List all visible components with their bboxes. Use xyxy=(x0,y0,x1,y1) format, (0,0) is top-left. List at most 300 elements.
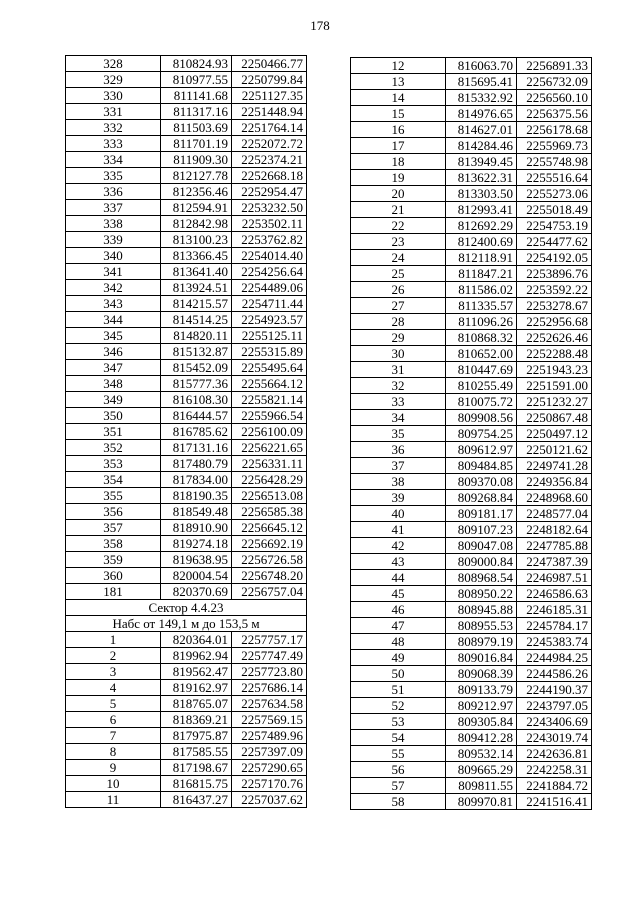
point-number: 39 xyxy=(351,490,446,506)
table-row xyxy=(351,186,592,202)
point-number: 339 xyxy=(66,232,161,248)
coordinate-x: 808979.19 xyxy=(446,634,517,650)
coordinate-x: 814215.57 xyxy=(161,296,232,312)
point-number: 24 xyxy=(351,250,446,266)
table-row xyxy=(66,152,307,168)
coordinate-y: 2254192.05 xyxy=(517,250,592,266)
point-number: 2 xyxy=(66,648,161,664)
point-number: 357 xyxy=(66,520,161,536)
point-number: 11 xyxy=(66,792,161,808)
coordinate-x: 818910.90 xyxy=(161,520,232,536)
table-row xyxy=(66,56,307,72)
coordinate-y: 2246586.63 xyxy=(517,586,592,602)
coordinate-y: 2244190.37 xyxy=(517,682,592,698)
coordinate-y: 2251591.00 xyxy=(517,378,592,394)
coordinate-y: 2257686.14 xyxy=(232,680,307,696)
coordinate-x: 817198.67 xyxy=(161,760,232,776)
coordinate-y: 2256513.08 xyxy=(232,488,307,504)
coordinate-x: 809181.17 xyxy=(446,506,517,522)
coordinate-x: 812842.98 xyxy=(161,216,232,232)
coordinate-y: 2248968.60 xyxy=(517,490,592,506)
coordinate-x: 809212.97 xyxy=(446,698,517,714)
coordinate-y: 2256692.19 xyxy=(232,536,307,552)
coordinate-y: 2251448.94 xyxy=(232,104,307,120)
coordinate-x: 810868.32 xyxy=(446,330,517,346)
point-number: 28 xyxy=(351,314,446,330)
coordinate-x: 817131.16 xyxy=(161,440,232,456)
coordinate-x: 815695.41 xyxy=(446,74,517,90)
point-number: 33 xyxy=(351,394,446,410)
coordinate-x: 810255.49 xyxy=(446,378,517,394)
coordinate-x: 813366.45 xyxy=(161,248,232,264)
coordinate-x: 819162.97 xyxy=(161,680,232,696)
point-number: 45 xyxy=(351,586,446,602)
coordinates-table-left xyxy=(65,55,307,808)
coordinate-y: 2256221.65 xyxy=(232,440,307,456)
coordinate-x: 810824.93 xyxy=(161,56,232,72)
coordinate-x: 813622.31 xyxy=(446,170,517,186)
point-number: 34 xyxy=(351,410,446,426)
point-number: 342 xyxy=(66,280,161,296)
coordinate-x: 814820.11 xyxy=(161,328,232,344)
coordinate-x: 816785.62 xyxy=(161,424,232,440)
table-row xyxy=(351,250,592,266)
coordinate-y: 2255125.11 xyxy=(232,328,307,344)
coordinate-y: 2256428.29 xyxy=(232,472,307,488)
point-number: 343 xyxy=(66,296,161,312)
point-number: 349 xyxy=(66,392,161,408)
coordinate-y: 2253592.22 xyxy=(517,282,592,298)
coordinate-y: 2241516.41 xyxy=(517,794,592,810)
coordinate-x: 808950.22 xyxy=(446,586,517,602)
coordinate-x: 809665.29 xyxy=(446,762,517,778)
coordinate-x: 812594.91 xyxy=(161,200,232,216)
coordinates-table-right xyxy=(350,57,592,810)
table-row xyxy=(66,168,307,184)
coordinate-y: 2253502.11 xyxy=(232,216,307,232)
table-row xyxy=(351,394,592,410)
coordinate-y: 2253762.82 xyxy=(232,232,307,248)
point-number: 351 xyxy=(66,424,161,440)
table-row xyxy=(351,634,592,650)
table-row xyxy=(351,586,592,602)
table-row xyxy=(351,794,592,810)
point-number: 328 xyxy=(66,56,161,72)
table-row xyxy=(66,536,307,552)
table-row xyxy=(66,264,307,280)
coordinate-x: 809268.84 xyxy=(446,490,517,506)
coordinate-x: 810977.55 xyxy=(161,72,232,88)
coordinate-x: 809305.84 xyxy=(446,714,517,730)
coordinate-y: 2246185.31 xyxy=(517,602,592,618)
coordinate-x: 820364.01 xyxy=(161,632,232,648)
coordinate-x: 808968.54 xyxy=(446,570,517,586)
coordinate-x: 816108.30 xyxy=(161,392,232,408)
coordinate-x: 814976.65 xyxy=(446,106,517,122)
table-row xyxy=(351,282,592,298)
point-number: 43 xyxy=(351,554,446,570)
coordinate-y: 2256645.12 xyxy=(232,520,307,536)
table-row xyxy=(351,122,592,138)
coordinate-x: 819638.95 xyxy=(161,552,232,568)
coordinate-x: 817585.55 xyxy=(161,744,232,760)
table-row xyxy=(66,312,307,328)
table-row xyxy=(66,392,307,408)
table-row xyxy=(66,136,307,152)
point-number: 360 xyxy=(66,568,161,584)
coordinate-x: 809412.28 xyxy=(446,730,517,746)
coordinate-y: 2251127.35 xyxy=(232,88,307,104)
coordinate-x: 810447.69 xyxy=(446,362,517,378)
table-row xyxy=(351,170,592,186)
table-row xyxy=(66,440,307,456)
table-row xyxy=(351,426,592,442)
table-row xyxy=(66,360,307,376)
coordinate-y: 2257037.62 xyxy=(232,792,307,808)
coordinate-y: 2257747.49 xyxy=(232,648,307,664)
coordinate-x: 816444.57 xyxy=(161,408,232,424)
point-number: 49 xyxy=(351,650,446,666)
table-row xyxy=(351,666,592,682)
point-number: 12 xyxy=(351,58,446,74)
coordinate-y: 2247785.88 xyxy=(517,538,592,554)
table-row xyxy=(351,506,592,522)
point-number: 334 xyxy=(66,152,161,168)
coordinate-y: 2250497.12 xyxy=(517,426,592,442)
coordinate-y: 2256100.09 xyxy=(232,424,307,440)
point-number: 330 xyxy=(66,88,161,104)
point-number: 42 xyxy=(351,538,446,554)
table-row xyxy=(351,90,592,106)
table-row xyxy=(66,376,307,392)
point-number: 3 xyxy=(66,664,161,680)
point-number: 55 xyxy=(351,746,446,762)
coordinate-x: 813949.45 xyxy=(446,154,517,170)
coordinate-x: 816815.75 xyxy=(161,776,232,792)
point-number: 359 xyxy=(66,552,161,568)
point-number: 345 xyxy=(66,328,161,344)
point-number: 51 xyxy=(351,682,446,698)
coordinate-x: 811503.69 xyxy=(161,120,232,136)
coordinate-y: 2243019.74 xyxy=(517,730,592,746)
coordinate-x: 809133.79 xyxy=(446,682,517,698)
point-number: 10 xyxy=(66,776,161,792)
table-row xyxy=(351,314,592,330)
table-row xyxy=(351,778,592,794)
coordinate-x: 809754.25 xyxy=(446,426,517,442)
table-row xyxy=(351,218,592,234)
table-row xyxy=(66,760,307,776)
table-row xyxy=(66,232,307,248)
coordinate-y: 2255273.06 xyxy=(517,186,592,202)
coordinate-y: 2248182.64 xyxy=(517,522,592,538)
coordinate-y: 2254489.06 xyxy=(232,280,307,296)
table-row xyxy=(66,568,307,584)
section-subtitle-row xyxy=(66,616,307,632)
point-number: 40 xyxy=(351,506,446,522)
point-number: 352 xyxy=(66,440,161,456)
point-number: 333 xyxy=(66,136,161,152)
point-number: 41 xyxy=(351,522,446,538)
coordinate-y: 2247387.39 xyxy=(517,554,592,570)
coordinate-y: 2255018.49 xyxy=(517,202,592,218)
table-row xyxy=(66,680,307,696)
table-row xyxy=(66,472,307,488)
table-row xyxy=(351,154,592,170)
coordinate-x: 810075.72 xyxy=(446,394,517,410)
coordinate-y: 2255664.12 xyxy=(232,376,307,392)
table-row xyxy=(66,744,307,760)
coordinate-y: 2253278.67 xyxy=(517,298,592,314)
table-row xyxy=(351,602,592,618)
coordinate-x: 818369.21 xyxy=(161,712,232,728)
coordinate-y: 2256748.20 xyxy=(232,568,307,584)
coordinate-x: 814284.46 xyxy=(446,138,517,154)
table-row xyxy=(351,762,592,778)
coordinate-y: 2252288.48 xyxy=(517,346,592,362)
table-row xyxy=(66,248,307,264)
point-number: 56 xyxy=(351,762,446,778)
coordinate-x: 812127.78 xyxy=(161,168,232,184)
point-number: 331 xyxy=(66,104,161,120)
coordinate-y: 2257170.76 xyxy=(232,776,307,792)
point-number: 52 xyxy=(351,698,446,714)
point-number: 340 xyxy=(66,248,161,264)
coordinate-y: 2245383.74 xyxy=(517,634,592,650)
coordinate-y: 2254477.62 xyxy=(517,234,592,250)
coordinate-x: 811096.26 xyxy=(446,314,517,330)
coordinate-x: 809612.97 xyxy=(446,442,517,458)
coordinate-x: 809811.55 xyxy=(446,778,517,794)
coordinate-x: 816063.70 xyxy=(446,58,517,74)
coordinate-x: 809970.81 xyxy=(446,794,517,810)
coordinate-y: 2250867.48 xyxy=(517,410,592,426)
table-row xyxy=(351,618,592,634)
table-row xyxy=(351,538,592,554)
page-number: 178 xyxy=(310,18,330,33)
table-row xyxy=(351,442,592,458)
point-number: 53 xyxy=(351,714,446,730)
table-row xyxy=(66,520,307,536)
coordinate-y: 2251232.27 xyxy=(517,394,592,410)
table-row xyxy=(351,106,592,122)
table-row xyxy=(351,266,592,282)
table-row xyxy=(66,216,307,232)
coordinate-x: 820004.54 xyxy=(161,568,232,584)
table-row xyxy=(351,474,592,490)
point-number: 13 xyxy=(351,74,446,90)
point-number: 5 xyxy=(66,696,161,712)
coordinate-x: 814514.25 xyxy=(161,312,232,328)
coordinate-x: 812118.91 xyxy=(446,250,517,266)
coordinate-x: 815452.09 xyxy=(161,360,232,376)
coordinate-y: 2255315.89 xyxy=(232,344,307,360)
coordinate-x: 815132.87 xyxy=(161,344,232,360)
coordinate-x: 818190.35 xyxy=(161,488,232,504)
coordinate-x: 812400.69 xyxy=(446,234,517,250)
coordinate-y: 2254711.44 xyxy=(232,296,307,312)
point-number: 20 xyxy=(351,186,446,202)
coordinate-x: 811586.02 xyxy=(446,282,517,298)
coordinate-y: 2257569.15 xyxy=(232,712,307,728)
coordinate-y: 2252954.47 xyxy=(232,184,307,200)
coordinate-x: 812692.29 xyxy=(446,218,517,234)
point-number: 348 xyxy=(66,376,161,392)
coordinate-x: 820370.69 xyxy=(161,584,232,600)
point-number: 19 xyxy=(351,170,446,186)
table-row xyxy=(351,698,592,714)
table-row xyxy=(66,696,307,712)
coordinate-y: 2257634.58 xyxy=(232,696,307,712)
coordinate-x: 809068.39 xyxy=(446,666,517,682)
point-number: 22 xyxy=(351,218,446,234)
point-number: 44 xyxy=(351,570,446,586)
point-number: 26 xyxy=(351,282,446,298)
coordinate-y: 2257290.65 xyxy=(232,760,307,776)
table-row xyxy=(351,490,592,506)
table-row xyxy=(351,74,592,90)
coordinate-x: 808955.53 xyxy=(446,618,517,634)
coordinate-y: 2250799.84 xyxy=(232,72,307,88)
coordinate-x: 817834.00 xyxy=(161,472,232,488)
coordinate-x: 818549.48 xyxy=(161,504,232,520)
coordinate-x: 809532.14 xyxy=(446,746,517,762)
table-row xyxy=(66,72,307,88)
point-number: 31 xyxy=(351,362,446,378)
coordinate-x: 813303.50 xyxy=(446,186,517,202)
coordinate-y: 2241884.72 xyxy=(517,778,592,794)
table-row xyxy=(66,552,307,568)
point-number: 46 xyxy=(351,602,446,618)
table-row xyxy=(66,728,307,744)
point-number: 355 xyxy=(66,488,161,504)
table-row xyxy=(351,202,592,218)
coordinate-x: 818765.07 xyxy=(161,696,232,712)
coordinate-y: 2255821.14 xyxy=(232,392,307,408)
point-number: 1 xyxy=(66,632,161,648)
point-number: 7 xyxy=(66,728,161,744)
table-row xyxy=(351,410,592,426)
point-number: 181 xyxy=(66,584,161,600)
coordinate-y: 2249741.28 xyxy=(517,458,592,474)
coordinate-y: 2243406.69 xyxy=(517,714,592,730)
table-row xyxy=(351,682,592,698)
point-number: 16 xyxy=(351,122,446,138)
coordinate-y: 2257489.96 xyxy=(232,728,307,744)
coordinate-x: 810652.00 xyxy=(446,346,517,362)
coordinate-y: 2253896.76 xyxy=(517,266,592,282)
point-number: 23 xyxy=(351,234,446,250)
point-number: 332 xyxy=(66,120,161,136)
table-row xyxy=(66,88,307,104)
table-row xyxy=(66,408,307,424)
table-row xyxy=(351,138,592,154)
point-number: 29 xyxy=(351,330,446,346)
point-number: 54 xyxy=(351,730,446,746)
table-row xyxy=(351,746,592,762)
point-number: 27 xyxy=(351,298,446,314)
point-number: 346 xyxy=(66,344,161,360)
table-row xyxy=(351,730,592,746)
coordinate-y: 2254014.40 xyxy=(232,248,307,264)
table-row xyxy=(66,456,307,472)
coordinate-y: 2256726.58 xyxy=(232,552,307,568)
coordinate-y: 2251943.23 xyxy=(517,362,592,378)
table-row xyxy=(351,650,592,666)
coordinate-y: 2242258.31 xyxy=(517,762,592,778)
table-row xyxy=(351,378,592,394)
coordinate-y: 2250466.77 xyxy=(232,56,307,72)
point-number: 354 xyxy=(66,472,161,488)
point-number: 18 xyxy=(351,154,446,170)
coordinate-y: 2246987.51 xyxy=(517,570,592,586)
coordinate-y: 2257757.17 xyxy=(232,632,307,648)
coordinate-y: 2255969.73 xyxy=(517,138,592,154)
table-row xyxy=(66,104,307,120)
coordinate-y: 2252374.21 xyxy=(232,152,307,168)
point-number: 25 xyxy=(351,266,446,282)
coordinate-x: 811141.68 xyxy=(161,88,232,104)
coordinate-x: 815332.92 xyxy=(446,90,517,106)
point-number: 6 xyxy=(66,712,161,728)
point-number: 30 xyxy=(351,346,446,362)
coordinate-y: 2245784.17 xyxy=(517,618,592,634)
point-number: 36 xyxy=(351,442,446,458)
coordinate-y: 2255748.98 xyxy=(517,154,592,170)
point-number: 48 xyxy=(351,634,446,650)
table-row xyxy=(351,58,592,74)
table-row xyxy=(66,200,307,216)
table-row xyxy=(66,664,307,680)
coordinate-x: 819962.94 xyxy=(161,648,232,664)
point-number: 353 xyxy=(66,456,161,472)
table-row xyxy=(66,344,307,360)
table-row xyxy=(351,570,592,586)
point-number: 350 xyxy=(66,408,161,424)
coordinate-y: 2254753.19 xyxy=(517,218,592,234)
coordinate-y: 2255966.54 xyxy=(232,408,307,424)
point-number: 338 xyxy=(66,216,161,232)
coordinate-x: 809000.84 xyxy=(446,554,517,570)
coordinate-y: 2256560.10 xyxy=(517,90,592,106)
coordinate-y: 2256585.38 xyxy=(232,504,307,520)
table-row xyxy=(351,522,592,538)
coordinate-x: 816437.27 xyxy=(161,792,232,808)
table-row xyxy=(351,234,592,250)
point-number: 47 xyxy=(351,618,446,634)
point-number: 341 xyxy=(66,264,161,280)
coordinate-x: 811335.57 xyxy=(446,298,517,314)
coordinate-y: 2255516.64 xyxy=(517,170,592,186)
section-title: Сектор 4.4.23 xyxy=(66,600,307,616)
coordinate-x: 812993.41 xyxy=(446,202,517,218)
coordinate-y: 2243797.05 xyxy=(517,698,592,714)
coordinate-x: 819562.47 xyxy=(161,664,232,680)
point-number: 17 xyxy=(351,138,446,154)
coordinate-x: 817480.79 xyxy=(161,456,232,472)
coordinate-y: 2250121.62 xyxy=(517,442,592,458)
coordinate-y: 2256331.11 xyxy=(232,456,307,472)
coordinate-x: 814627.01 xyxy=(446,122,517,138)
table-row xyxy=(351,346,592,362)
coordinate-x: 809370.08 xyxy=(446,474,517,490)
point-number: 15 xyxy=(351,106,446,122)
point-number: 57 xyxy=(351,778,446,794)
coordinate-x: 817975.87 xyxy=(161,728,232,744)
coordinate-y: 2256732.09 xyxy=(517,74,592,90)
table-row xyxy=(66,504,307,520)
point-number: 50 xyxy=(351,666,446,682)
